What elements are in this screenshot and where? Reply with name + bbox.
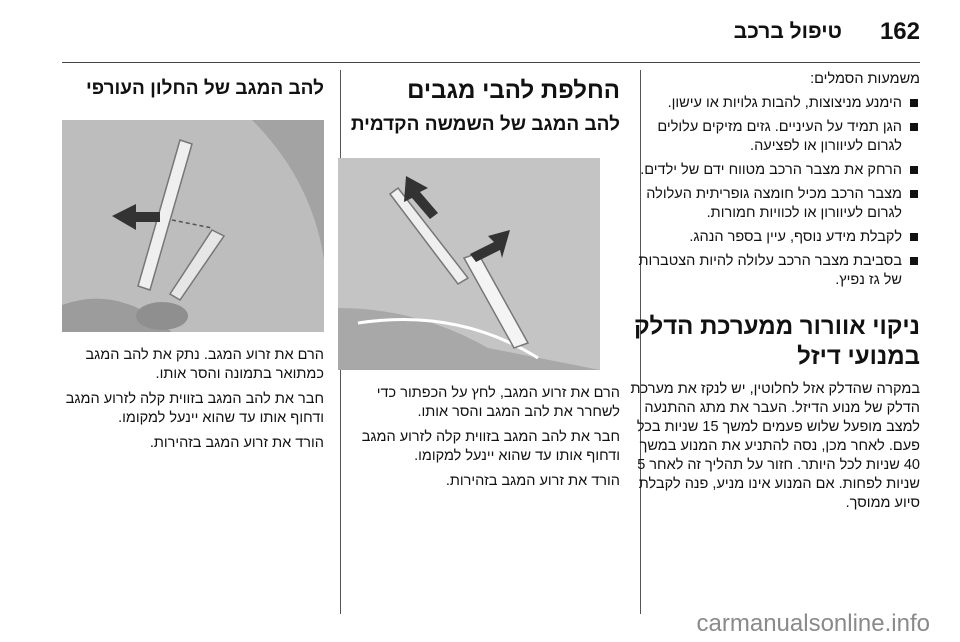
instruction-paragraph: הורד את זרוע המגב בזהירות. <box>149 435 324 451</box>
column-right <box>628 70 920 513</box>
bullet-icon <box>910 99 918 107</box>
windshield-wiper-subheading: להב המגב של השמשה הקדמית <box>350 114 620 135</box>
list-item: לקבלת מידע נוסף, עיין בספר הנהג. <box>628 228 920 247</box>
symbol-list <box>628 94 920 290</box>
diesel-bleed-heading: ניקוי אוורור ממערכת הדלק במנועי דיזל <box>634 313 920 370</box>
header-divider <box>62 62 920 63</box>
list-item: מצבר הרכב מכיל חומצה גופריתית העלולה לגרום לעיוורון או לכוויות חמורות. <box>628 185 920 223</box>
page-header <box>0 0 960 62</box>
page-number: 162 <box>879 18 920 45</box>
bullet-icon <box>910 233 918 241</box>
rear-wiper-illustration <box>62 120 324 332</box>
instruction-paragraph: הורד את זרוע המגב בזהירות. <box>445 473 620 489</box>
watermark: carmanualsonline.info <box>696 610 930 637</box>
symbols-intro: משמעות הסמלים: <box>810 71 920 87</box>
instruction-paragraph: חבר את להב המגב בזווית קלה לזרוע המגב ודחוף אותו עד שהוא יינעל למקומו. <box>65 391 324 426</box>
windshield-wiper-illustration <box>338 158 600 370</box>
bullet-icon <box>910 190 918 198</box>
windshield-wiper-drawing <box>338 158 600 370</box>
bullet-icon <box>910 166 918 174</box>
rear-wiper-subheading: להב המגב של החלון העורפי <box>86 78 324 99</box>
list-item: הרחק את מצבר הרכב מטווח ידם של ילדים. <box>628 161 920 180</box>
bullet-icon <box>910 257 918 265</box>
list-item: בסביבת מצבר הרכב עלולה להיות הצטברות של גז נפיץ. <box>628 252 920 290</box>
list-item: הימנע מניצוצות, להבות גלויות או עישון. <box>628 94 920 113</box>
column-left <box>62 70 324 453</box>
instruction-paragraph: הרם את זרוע המגב, לחץ על הכפתור כדי לשחרר את להב המגב והסר אותו. <box>376 385 620 420</box>
list-item: הגן תמיד על העיניים. גזים מזיקים עלולים לגרום לעיוורון או לפציעה. <box>628 118 920 156</box>
column-middle <box>338 70 620 491</box>
rear-wiper-drawing <box>62 120 324 332</box>
chapter-title: טיפול ברכב <box>733 20 842 43</box>
instruction-paragraph: חבר את להב המגב בזווית קלה לזרוע המגב ודחוף אותו עד שהוא יינעל למקומו. <box>361 429 620 464</box>
bullet-icon <box>910 123 918 131</box>
diesel-bleed-paragraph: במקרה שהדלק אזל לחלוטין, יש לנקז את מערכת הדלק של מנוע הדיזל. העבר את מתג ההתנעה למצב מופעל שלוש פעמים למשך 15 שניות בכל פעם. לאחר מכן, נסה להתניע את המנוע במשך 40 שניות לכל היותר. חזור על תהליך זה לאחר 5 שניות לפחות. אם המנוע אינו מניע, פנה לקבלת סיוע ממוסך. <box>630 381 920 511</box>
instruction-paragraph: הרם את זרוע המגב. נתק את להב המגב כמתואר בתמונה והסר אותו. <box>85 347 324 382</box>
wiper-replacement-heading: החלפת להבי מגבים <box>407 77 620 104</box>
